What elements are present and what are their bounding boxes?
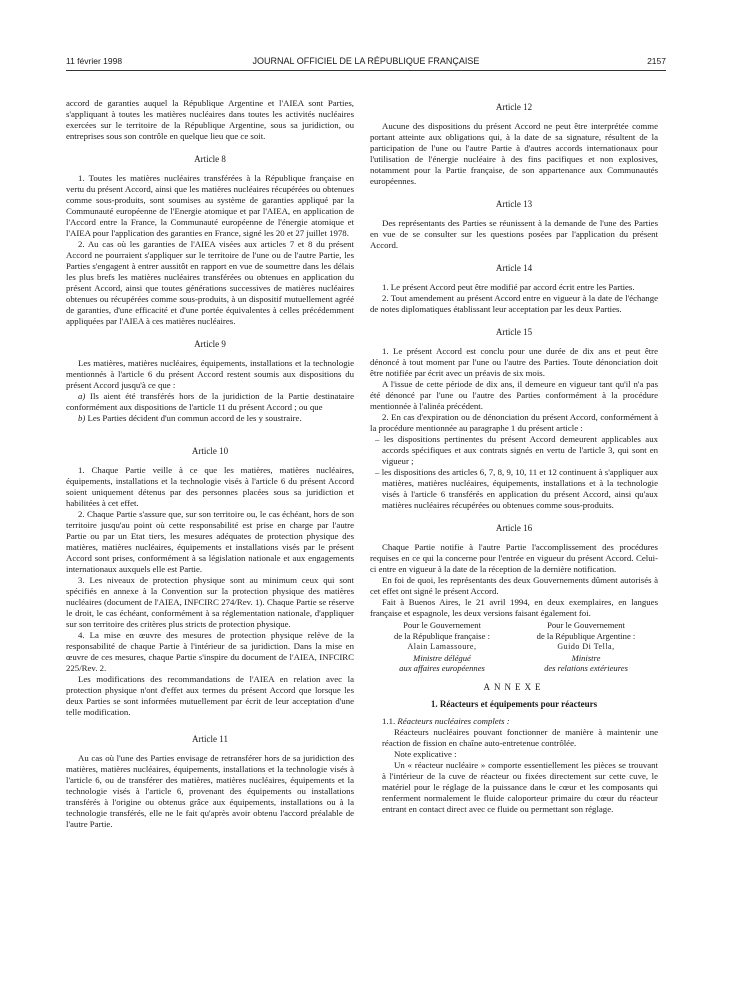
paragraph: A l'issue de cette période de dix ans, il demeure en vigueur tant qu'il n'a pas été dénoncé par l'une ou l'autre des Parties conformément à la procédure mentionnée à l'alinéa précédent. bbox=[370, 379, 658, 411]
journal-title: JOURNAL OFFICIEL DE LA RÉPUBLIQUE FRANÇAISE bbox=[252, 56, 480, 66]
paragraph bbox=[66, 413, 354, 424]
paragraph: 1. Toutes les matières nucléaires transférées à la République française en vertu du présent Accord, ainsi que les matières nucléaires récupérées ou obtenues comme sous-produits, sont soumises au système de garanties appliqué par la Communauté européenne de l'Energie atomique et par l'AIEA, en application de l'Accord entre la France, la Communauté européenne de l'énergie atomique et l'AIEA pour l'application des garanties en France, signé les 20 et 27 juillet 1978. bbox=[66, 173, 354, 238]
article-heading: Article 10 bbox=[191, 446, 229, 456]
paragraph: Un « réacteur nucléaire » comporte essentiellement les pièces se trouvant à l'intérieur de la cuve de réacteur ou fixées directement sur cette cuve, le matériel pour le réglage de la puissance dans le cœur et les composants qui renferment normalement le fluide caloporteur primaire du cœur du réacteur entrant en contact direct avec ce fluide ou permettant son réglage. bbox=[382, 759, 658, 814]
item-label: a) bbox=[78, 391, 86, 401]
paragraph: 1. Chaque Partie veille à ce que les matières, matières nucléaires, équipements, installations et la technologie visés à l'article 6 du présent Accord soient uniquement détenus par des personnes placées sous sa juridiction et habilitées à cet effet. bbox=[66, 465, 354, 508]
paragraph: Réacteurs nucléaires pouvant fonctionner de manière à maintenir une réaction de fission en chaîne auto-entretenue contrôlée. bbox=[382, 726, 658, 748]
paragraph: Les matières, matières nucléaires, équipements, installations et la technologie mentionnés à l'article 6 du présent Accord restent soumis aux dispositions du présent Accord jusqu'à ce que : bbox=[66, 358, 354, 390]
item-text: Ils aient été transférés hors de la juridiction de la Partie destinataire conformément aux dispositions de l'article 11 du présent Accord ; ou que bbox=[66, 391, 354, 412]
signatory-title: aux affaires européennes bbox=[399, 663, 485, 673]
paragraph: Des représentants des Parties se réunissent à la demande de l'une des Parties en vue de se consulter sur les questions posées par l'application du présent Accord. bbox=[370, 218, 658, 250]
section-heading: 1. Réacteurs et équipements pour réacteurs bbox=[430, 698, 598, 709]
paragraph: 2. Chaque Partie s'assure que, sur son territoire ou, le cas échéant, hors de son territoire jusqu'au point où cette responsabilité est prise en charge par l'autre Partie ou par un Etat tiers, les mesures adéquates de protection physique des matières, matières nucléaires, équipements et installations visés par le présent Accord sont prises, conformément à sa législation nationale et aux engagements internationaux auxquels elle est Partie. bbox=[66, 509, 354, 574]
paragraph: Aucune des dispositions du présent Accord ne peut être interprétée comme portant atteinte aux obligations qui, à la date de sa signature, résultent de la participation de l'une ou l'autre Partie à d'autres accords internationaux pour l'utilisation de l'énergie nucléaire à des fins pacifiques et non explosives, notamment pour la Partie française, de son appartenance aux Communautés européennes. bbox=[370, 121, 658, 186]
article-heading: Article 12 bbox=[495, 102, 533, 112]
subsection-title: Réacteurs nucléaires complets : bbox=[397, 715, 510, 726]
paragraph: 1. Le présent Accord est conclu pour une durée de dix ans et peut être dénoncé à tout moment par l'une ou l'autre des Parties. Toute dénonciation doit être notifiée par écrit avec un préavis de six mois. bbox=[370, 346, 658, 378]
signatory-title: des relations extérieures bbox=[544, 663, 628, 673]
signature-line: de la République Argentine : bbox=[536, 630, 636, 641]
article-heading: Article 15 bbox=[495, 327, 533, 337]
article-heading: Article 16 bbox=[495, 523, 533, 533]
paragraph: 2. Tout amendement au présent Accord entre en vigueur à la date de l'échange de notes diplomatiques établissant leur acceptation par les deux Parties. bbox=[370, 293, 658, 314]
paragraph bbox=[66, 391, 354, 413]
signature-line: Pour le Gouvernement bbox=[547, 620, 625, 630]
signatory-name: Guido Di Tella, bbox=[557, 642, 615, 651]
paragraph: Au cas où l'une des Parties envisage de retransférer hors de sa juridiction des matières, matières nucléaires, équipements, installations et la technologie visés à l'article 6, ou de transférer des matières, matières nucléaires, équipements et la technologie visés à l'article 6, provenant des équipements ou installations transférés à l'origine ou obtenus grâce aux équipements, installations ou à la technologie transférés, elle ne le fait qu'après avoir obtenu l'accord préalable de l'autre Partie. bbox=[66, 753, 354, 829]
header-rule bbox=[66, 70, 666, 71]
list-item: – les dispositions pertinentes du présent Accord demeurent applicables aux accords spécifiques et aux contrats signés en vertu de l'article 3, qui sont en vigueur ; bbox=[375, 434, 658, 466]
paragraph: 4. La mise en œuvre des mesures de protection physique relève de la responsabilité de chaque Partie à l'intérieur de sa juridiction. Dans la mise en œuvre de ces mesures, chaque Partie s'inspire du document de l'AIEA, INFCIRC 225/Rev. 2. bbox=[66, 630, 354, 673]
article-heading: Article 14 bbox=[495, 263, 533, 273]
article-heading: Article 11 bbox=[192, 734, 228, 744]
signature-line: de la République française : bbox=[394, 630, 490, 641]
signature-block bbox=[370, 620, 658, 674]
paragraph: Fait à Buenos Aires, le 21 avril 1994, en deux exemplaires, en langues française et espagnole, les deux versions faisant également foi. bbox=[370, 597, 658, 618]
paragraph: accord de garanties auquel la République Argentine et l'AIEA sont Parties, s'appliquant à toutes les matières nucléaires dans toutes les activités nucléaires exercées sur le territoire de la République Argentine, sous sa juridiction, ou entreprises sous son contrôle en quelque lieu que ce soit. bbox=[66, 98, 354, 141]
article-heading: Article 13 bbox=[495, 199, 533, 209]
paragraph: Les modifications des recommandations de l'AIEA en relation avec la protection physique n'ont d'effet aux termes du présent Accord que lorsque les deux Parties se sont informées mutuellement par écrit de leur acceptation d'une telle modification. bbox=[66, 674, 354, 717]
paragraph: Chaque Partie notifie à l'autre Partie l'accomplissement des procédures requises en ce qui la concerne pour l'entrée en vigueur du présent Accord. Celui-ci entre en vigueur à la date de la réception de la dernière notification. bbox=[370, 542, 658, 574]
header-date: 11 février 1998 bbox=[66, 56, 123, 66]
paragraph: 2. Au cas où les garanties de l'AIEA visées aux articles 7 et 8 du présent Accord ne pourraient s'appliquer sur le territoire de l'une ou de l'autre Partie, les Parties s'engagent à entrer aussitôt en rapport en vue de soumettre dans les délais les plus brefs les matières nucléaires transférées ou obtenues en application du présent Accord, ainsi que toutes générations successives de matières nucléaires obtenues ou récupérées comme sous-produits, à un dispositif mutuellement agréé de garanties, d'une efficacité et d'une portée équivalentes à celles précédemment appliquées par l'AIEA à ces matières nucléaires. bbox=[66, 239, 354, 326]
item-label: b) bbox=[78, 413, 86, 423]
page-number: 2157 bbox=[647, 56, 666, 66]
signature-line: Pour le Gouvernement bbox=[403, 620, 481, 630]
signatory-title: Ministre délégué bbox=[413, 652, 471, 663]
left-column bbox=[66, 98, 354, 830]
signature-argentina bbox=[514, 620, 658, 674]
subsection-heading bbox=[370, 716, 658, 727]
paragraph: 2. En cas d'expiration ou de dénonciation du présent Accord, conformément à la procédure mentionnée au paragraphe 1 du présent article : bbox=[370, 412, 658, 433]
article-heading: Article 9 bbox=[194, 339, 226, 349]
paragraph: 3. Les niveaux de protection physique sont au minimum ceux qui sont spécifiés en annexe à la Convention sur la protection physique des matières nucléaires (document de l'AIEA, INFCIRC 274/Rev. 1). Chaque Partie se réserve le droit, le cas échéant, conformément à sa réglementation nationale, d'appliquer sur son territoire des critères plus stricts de protection physique. bbox=[66, 575, 354, 629]
article-heading: Article 8 bbox=[194, 154, 226, 164]
item-text: Les Parties décident d'un commun accord de les y soustraire. bbox=[87, 413, 302, 423]
page-header bbox=[66, 56, 666, 70]
list-item: – les dispositions des articles 6, 7, 8, 9, 10, 11 et 12 continuent à s'appliquer aux matières, matières nucléaires, équipements, installations et à la technologie visés à l'article 6 transférés en application du présent Accord, ainsi qu'aux matières nucléaires récupérées ou obtenues comme sous-produits. bbox=[375, 467, 658, 510]
annex-heading: ANNEXE bbox=[483, 681, 545, 692]
right-column bbox=[370, 98, 658, 815]
paragraph: En foi de quoi, les représentants des deux Gouvernements dûment autorisés à cet effet ont signé le présent Accord. bbox=[370, 575, 658, 596]
signatory-title: Ministre bbox=[571, 652, 601, 663]
signature-france bbox=[370, 620, 514, 674]
signatory-name: Alain Lamassoure, bbox=[407, 642, 477, 651]
paragraph: 1. Le présent Accord peut être modifié par accord écrit entre les Parties. bbox=[382, 282, 635, 292]
subsection-number: 1.1. bbox=[382, 715, 396, 726]
note-label: Note explicative : bbox=[394, 748, 457, 759]
